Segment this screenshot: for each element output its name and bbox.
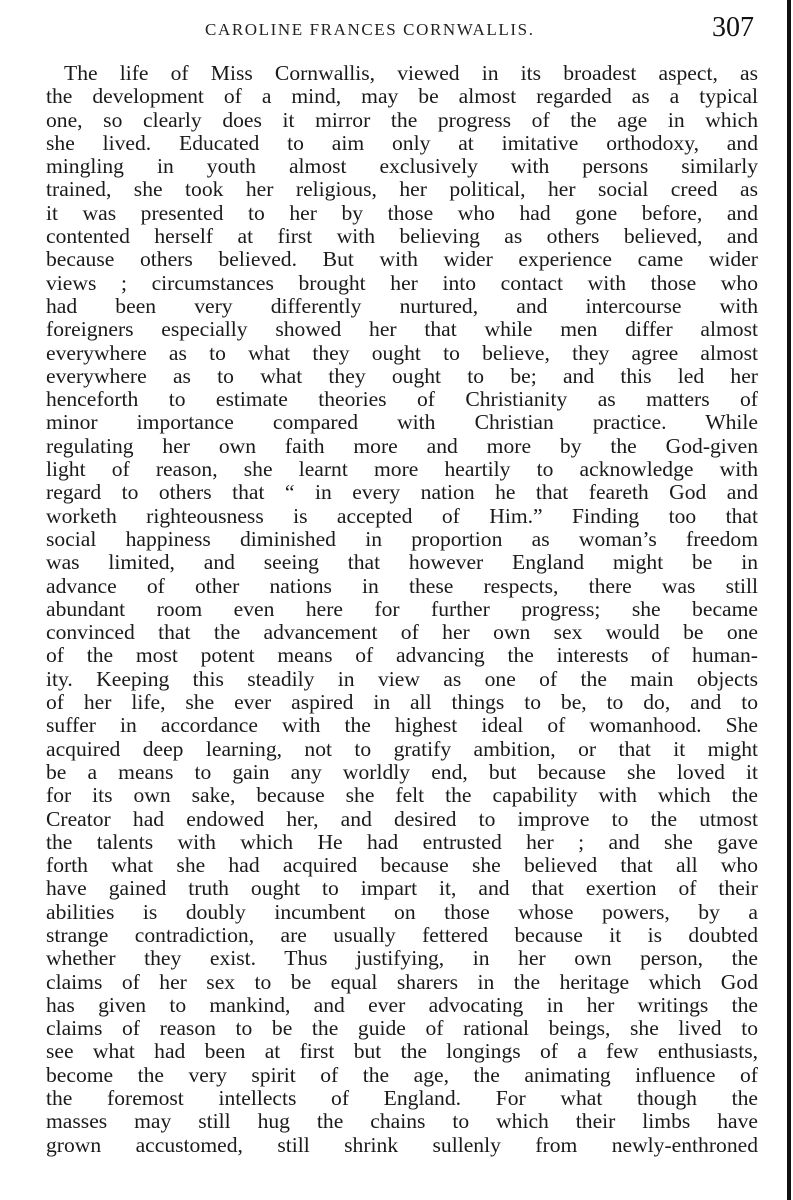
text-line: for its own sake, because she felt the capability with which the bbox=[46, 783, 758, 808]
text-line: the talents with which He had entrusted her ; and she gave bbox=[46, 829, 758, 854]
text-line: one, so clearly does it mirror the progress of the age in which bbox=[46, 107, 758, 132]
text-line: see what had been at first but the longings of a few enthusiasts, bbox=[46, 1039, 758, 1064]
text-line: views ; circumstances brought her into contact with those who bbox=[46, 270, 758, 295]
text-line: everywhere as to what they ought to be; and this led her bbox=[46, 363, 758, 388]
text-line: regulating her own faith more and more by the God-given bbox=[46, 433, 758, 458]
text-line: regard to others that “ in every nation he that feareth God and bbox=[46, 480, 758, 505]
text-line: because others believed. But with wider experience came wider bbox=[46, 247, 758, 272]
text-line: grown accustomed, still shrink sullenly from newly-enthroned bbox=[46, 1132, 758, 1157]
text-line: be a means to gain any worldly end, but because she loved it bbox=[46, 759, 758, 784]
text-line: had been very differently nurtured, and intercourse with bbox=[46, 293, 758, 318]
text-line: minor importance compared with Christian practice. While bbox=[46, 410, 758, 435]
text-line: abilities is doubly incumbent on those whose powers, by a bbox=[46, 899, 758, 924]
text-line: the foremost intellects of England. For what though the bbox=[46, 1086, 758, 1111]
text-line: she lived. Educated to aim only at imitative orthodoxy, and bbox=[46, 130, 758, 155]
text-line: convinced that the advancement of her own sex would be one bbox=[46, 620, 758, 645]
text-line: social happiness diminished in proportion as woman’s freedom bbox=[46, 526, 758, 551]
text-line: strange contradiction, are usually fettered because it is doubted bbox=[46, 922, 758, 947]
text-line: everywhere as to what they ought to believe, they agree almost bbox=[46, 340, 758, 365]
text-line: Creator had endowed her, and desired to improve to the utmost bbox=[46, 806, 758, 831]
text-line: have gained truth ought to impart it, and that exertion of their bbox=[46, 876, 758, 901]
text-line: The life of Miss Cornwallis, viewed in its broadest aspect, as bbox=[64, 61, 758, 85]
page-edge-rule bbox=[787, 0, 791, 1200]
text-line: has given to mankind, and ever advocating in her writings the bbox=[46, 992, 758, 1017]
text-line: become the very spirit of the age, the animating influence of bbox=[46, 1062, 758, 1087]
running-title: CAROLINE FRANCES CORNWALLIS. bbox=[205, 20, 535, 39]
body-paragraph bbox=[46, 62, 758, 1157]
text-line: abundant room even here for further progress; she became bbox=[46, 596, 758, 621]
text-line: forth what she had acquired because she believed that all who bbox=[46, 853, 758, 878]
text-line: worketh righteousness is accepted of Him.” Finding too that bbox=[46, 503, 758, 528]
text-line: whether they exist. Thus justifying, in her own person, the bbox=[46, 946, 758, 971]
text-line: advance of other nations in these respects, there was still bbox=[46, 573, 758, 598]
text-line: mingling in youth almost exclusively with persons similarly bbox=[46, 154, 758, 179]
text-line: claims of reason to be the guide of rational beings, she lived to bbox=[46, 1016, 758, 1041]
running-head bbox=[40, 12, 760, 46]
text-line: masses may still hug the chains to which their limbs have bbox=[46, 1109, 758, 1134]
text-line: it was presented to her by those who had gone before, and bbox=[46, 200, 758, 225]
text-line: was limited, and seeing that however England might be in bbox=[46, 550, 758, 575]
text-line: contented herself at first with believing as others believed, and bbox=[46, 224, 758, 249]
text-line: of the most potent means of advancing the interests of human- bbox=[46, 643, 758, 668]
text-line: foreigners especially showed her that while men differ almost bbox=[46, 317, 758, 342]
page-number: 307 bbox=[712, 12, 754, 43]
text-line: ity. Keeping this steadily in view as one of the main objects bbox=[46, 666, 758, 691]
text-line: suffer in accordance with the highest ideal of womanhood. She bbox=[46, 713, 758, 738]
text-line: of her life, she ever aspired in all things to be, to do, and to bbox=[46, 690, 758, 715]
text-line: trained, she took her religious, her political, her social creed as bbox=[46, 177, 758, 202]
text-line: acquired deep learning, not to gratify ambition, or that it might bbox=[46, 736, 758, 761]
text-line: claims of her sex to be equal sharers in the heritage which God bbox=[46, 969, 758, 994]
text-line: henceforth to estimate theories of Christianity as matters of bbox=[46, 387, 758, 412]
text-line: the development of a mind, may be almost regarded as a typical bbox=[46, 84, 758, 109]
text-line: light of reason, she learnt more heartily to acknowledge with bbox=[46, 457, 758, 482]
